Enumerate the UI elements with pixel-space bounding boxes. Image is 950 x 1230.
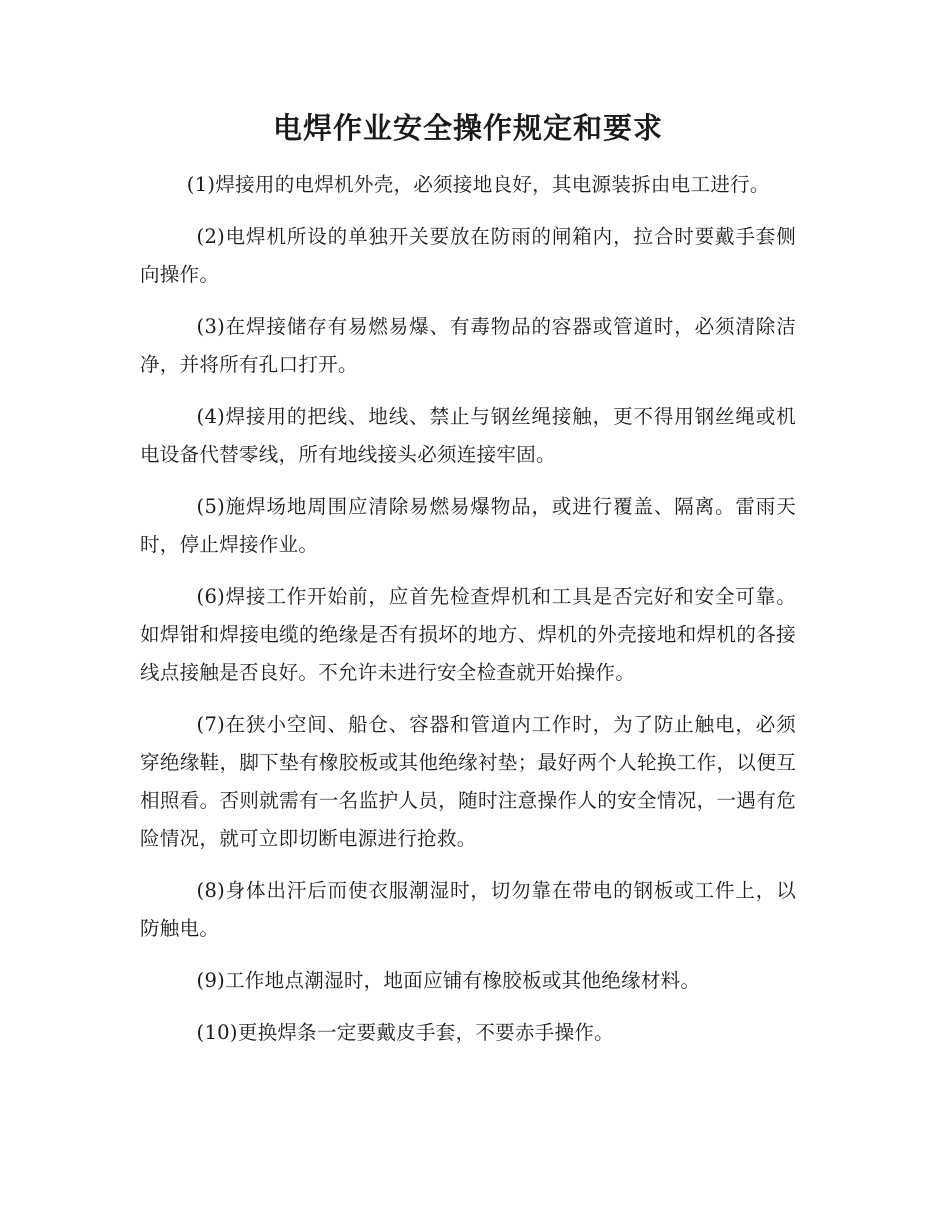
paragraph-7: (7)在狭小空间、船仓、容器和管道内工作时，为了防止触电，必须穿绝缘鞋，脚下垫有橡胶板或其他绝缘衬垫；最好两个人轮换工作，以便互相照看。否则就需有一名监护人员，随时注意操作人的安全情况，一遇有危险情况，就可立即切断电源进行抢救。 xyxy=(140,712,796,850)
paragraph-5: (5)施焊场地周围应清除易燃易爆物品，或进行覆盖、隔离。雷雨天时，停止焊接作业。 xyxy=(140,494,796,556)
paragraph-8: (8)身体出汗后而使衣服潮湿时，切勿靠在带电的钢板或工件上，以防触电。 xyxy=(140,878,796,940)
paragraph-9: (9)工作地点潮湿时，地面应铺有橡胶板或其他绝缘材料。 xyxy=(196,968,701,992)
paragraph-6: (6)焊接工作开始前，应首先检查焊机和工具是否完好和安全可靠。如焊钳和焊接电缆的绝缘是否有损坏的地方、焊机的外壳接地和焊机的各接线点接触是否良好。不允许未进行安全检查就开始操作。 xyxy=(140,584,796,684)
document-page xyxy=(140,110,796,1066)
paragraph-3: (3)在焊接储存有易燃易爆、有毒物品的容器或管道时，必须清除洁净，并将所有孔口打开。 xyxy=(140,314,796,376)
paragraph-4: (4)焊接用的把线、地线、禁止与钢丝绳接触，更不得用钢丝绳或机电设备代替零线，所有地线接头必须连接牢固。 xyxy=(140,404,796,466)
paragraph-1: (1)焊接用的电焊机外壳，必须接地良好，其电源装拆由电工进行。 xyxy=(186,172,770,196)
paragraph-10: (10)更换焊条一定要戴皮手套，不要赤手操作。 xyxy=(196,1020,614,1044)
document-title: 电焊作业安全操作规定和要求 xyxy=(272,111,663,145)
paragraph-2: (2)电焊机所设的单独开关要放在防雨的闸箱内，拉合时要戴手套侧向操作。 xyxy=(140,224,796,286)
